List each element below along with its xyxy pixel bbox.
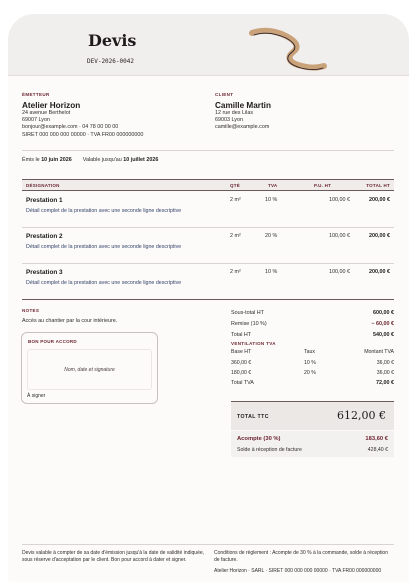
deposit-box <box>231 431 394 457</box>
balance-label: Solde à réception de facture <box>237 447 302 453</box>
discount-value: − 60,00 € <box>371 321 394 327</box>
deposit-value: 183,60 € <box>365 436 388 442</box>
issuer-address-1: 24 avenue Berthelot <box>22 110 71 116</box>
table-row <box>22 228 394 264</box>
col-qty: QTÉ <box>230 183 241 188</box>
issuer-legal: SIRET 000 000 000 00000 · TVA FR00 000000000 <box>22 131 144 138</box>
vat-amount: 36,00 € <box>376 370 394 376</box>
item-vat: 10 % <box>265 197 278 203</box>
item-title: Prestation 2 <box>26 233 63 240</box>
brush-stroke-logo-icon <box>246 27 328 75</box>
vat-base: 180,00 € <box>231 370 252 376</box>
issuer-name: Atelier Horizon <box>22 101 81 110</box>
grand-total-label: TOTAL TTC <box>237 414 269 420</box>
vat-col-base: Base HT <box>231 349 252 355</box>
item-qty: 2 m² <box>230 197 241 203</box>
issued-prefix: Émis le <box>22 157 40 163</box>
divider <box>22 150 394 151</box>
item-vat: 20 % <box>265 233 278 239</box>
issuer-label: ÉMETTEUR <box>22 92 50 97</box>
notes-label: NOTES <box>22 308 40 313</box>
issuer-address-2: 69007 Lyon <box>22 117 50 124</box>
item-description: Détail complet de la prestation avec une seconde ligne descriptive <box>26 280 182 286</box>
footer-payment-terms: Conditions de règlement : Acompte de 30 % à la commande, solde à réception de facture. <box>214 550 388 563</box>
balance-value: 428,40 € <box>367 447 388 453</box>
issuer-contact: bonjour@example.com · 04 78 00 00 00 <box>22 124 119 131</box>
signature-box <box>21 332 158 404</box>
quote-page <box>8 14 409 582</box>
vat-breakdown-label: VENTILATION TVA <box>231 341 276 346</box>
client-block <box>215 92 395 132</box>
subtotal-value: 600,00 € <box>373 310 394 316</box>
client-address-1: 12 rue des Lilas <box>215 110 254 116</box>
signature-placeholder: Nom, date et signature <box>64 367 115 373</box>
col-unit-price: P.U. HT <box>314 183 332 188</box>
total-ht-row <box>231 332 394 338</box>
subtotal-row <box>231 310 394 316</box>
footer-divider <box>22 544 394 545</box>
item-vat: 10 % <box>265 269 278 275</box>
subtotal-label: Sous-total HT <box>231 310 264 316</box>
client-label: CLIENT <box>215 92 234 97</box>
client-name: Camille Martin <box>215 101 271 110</box>
signature-place: À signer <box>27 393 46 399</box>
vat-rate: 20 % <box>304 370 316 376</box>
item-unit-price: 100,00 € <box>329 269 350 275</box>
vat-base: 360,00 € <box>231 360 252 366</box>
issuer-block <box>22 92 202 139</box>
issued-date: 10 juin 2026 <box>41 157 72 163</box>
item-title: Prestation 1 <box>26 197 63 204</box>
document-number: DEV-2026-0042 <box>87 58 134 65</box>
signature-area[interactable] <box>27 349 152 390</box>
deposit-label: Acompte (30 %) <box>237 436 281 442</box>
client-email: camille@example.com <box>215 124 270 131</box>
item-qty: 2 m² <box>230 233 241 239</box>
vat-col-amount: Montant TVA <box>364 349 394 355</box>
vat-amount: 36,00 € <box>376 360 394 366</box>
grand-total-value: 612,00 € <box>337 409 386 422</box>
client-address-2: 69003 Lyon <box>215 117 243 124</box>
footer-company: Atelier Horizon · SARL · SIRET 000 000 000 00000 · TVA FR00 000000000 <box>214 568 382 574</box>
grand-total-box <box>231 401 394 430</box>
col-designation: DÉSIGNATION <box>26 183 60 188</box>
col-total: TOTAL HT <box>366 183 390 188</box>
item-total: 200,00 € <box>369 269 390 275</box>
document-header <box>8 14 409 76</box>
vat-total-row <box>231 380 394 386</box>
vat-total-label: Total TVA <box>231 380 254 386</box>
item-total: 200,00 € <box>369 233 390 239</box>
document-title: Devis <box>88 31 137 50</box>
items-table-header <box>22 179 394 191</box>
total-ht-value: 540,00 € <box>373 332 394 338</box>
valid-prefix: Valable jusqu'au <box>82 157 122 163</box>
notes-text: Accès au chantier par la cour intérieure. <box>22 318 118 324</box>
item-unit-price: 100,00 € <box>329 197 350 203</box>
discount-row <box>231 321 394 327</box>
discount-label: Remise (10 %) <box>231 321 267 327</box>
vat-total-value: 72,00 € <box>376 380 394 386</box>
item-unit-price: 100,00 € <box>329 233 350 239</box>
item-qty: 2 m² <box>230 269 241 275</box>
col-vat: TVA <box>268 183 278 188</box>
vat-col-rate: Taux <box>304 349 315 355</box>
table-row <box>22 264 394 300</box>
footer-validity: Devis valable à compter de sa date d'émission jusqu'à la date de validité indiquée, sous réserve d'acceptation par le client. Bon pour accord à dater et signer. <box>22 550 205 563</box>
item-description: Détail complet de la prestation avec une seconde ligne descriptive <box>26 244 182 250</box>
valid-until-date: 10 juillet 2026 <box>123 157 159 163</box>
item-description: Détail complet de la prestation avec une seconde ligne descriptive <box>26 208 182 214</box>
item-total: 200,00 € <box>369 197 390 203</box>
quote-dates <box>22 157 158 163</box>
total-ht-label: Total HT <box>231 332 252 338</box>
item-title: Prestation 3 <box>26 269 63 276</box>
signature-label: BON POUR ACCORD <box>28 339 77 344</box>
vat-rate: 10 % <box>304 360 316 366</box>
table-row <box>22 192 394 228</box>
